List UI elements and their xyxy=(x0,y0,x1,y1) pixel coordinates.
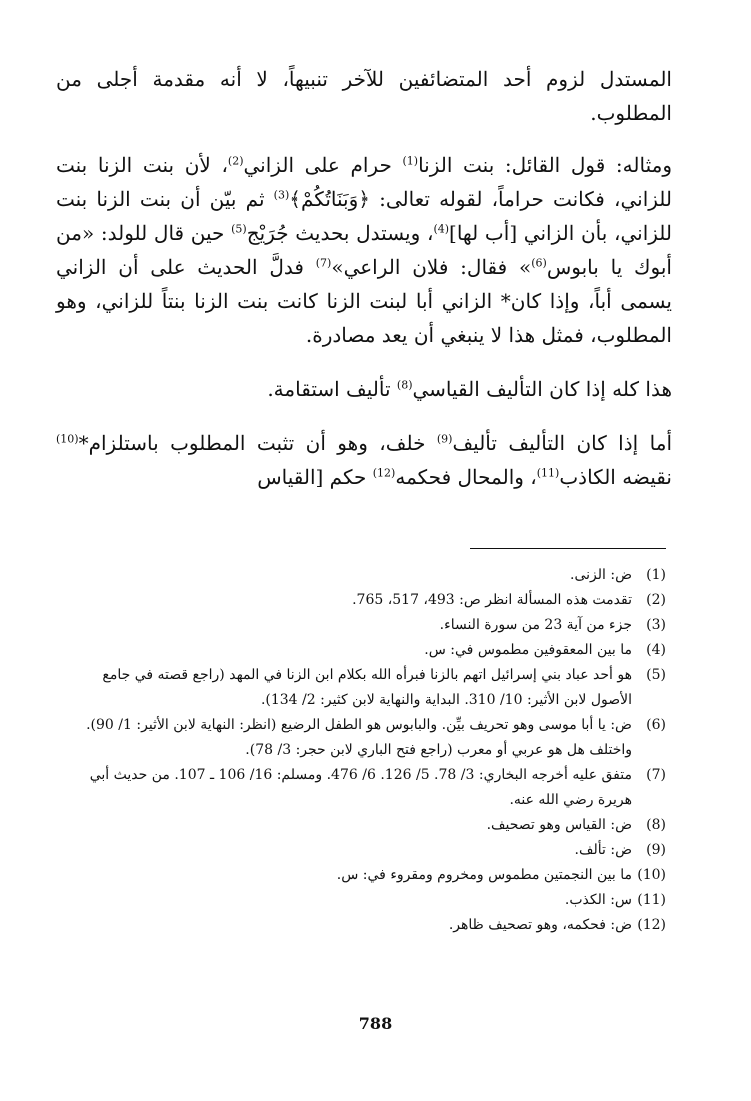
footnote-item xyxy=(76,563,666,588)
main-text xyxy=(56,62,672,494)
footnote-text: هو أحد عباد بني إسرائيل اتهم بالزنا فبرأه الله بكلام ابن الزنا في المهد (راجع قصته في جامع الأصول لابن الأثير: 10/ 310. البداية والنهاية لابن كثير: 2/ 134). xyxy=(102,667,632,708)
footnote-text: ما بين النجمتين مطموس ومخروم ومقروء في: س. xyxy=(336,867,632,883)
footnote-number: (4) xyxy=(646,642,666,658)
footnote-item xyxy=(76,588,666,613)
footnote-number: (3) xyxy=(646,617,666,633)
footnote-marker: (12) xyxy=(372,466,396,480)
footnote-marker: (5) xyxy=(231,222,247,236)
footnote-marker: (1) xyxy=(402,154,419,168)
footnotes-list xyxy=(76,563,666,938)
footnote-item xyxy=(76,713,666,763)
footnote-item xyxy=(76,888,666,913)
footnote-marker: (7) xyxy=(315,256,332,270)
footnote-item xyxy=(76,663,666,713)
footnote-text: ض: القياس وهو تصحيف. xyxy=(486,817,632,833)
footnote-separator xyxy=(470,548,666,549)
footnote-item xyxy=(76,863,666,888)
text-run: ، لأن بنت الزنا بنت للزاني، فكانت حراماً، لقوله تعالى: ﴿وَبَنَاتُكُمْ﴾ xyxy=(56,153,673,211)
page-number: 788 xyxy=(358,1014,393,1033)
footnote-marker: (8) xyxy=(396,378,413,392)
text-run: ومثاله: قول القائل: بنت الزنا xyxy=(418,153,672,177)
paragraph-1: المستدل لزوم أحد المتضائفين للآخر تنبيهاً، لا أنه مقدمة أجلى من المطلوب. xyxy=(56,67,672,125)
footnote-marker: (9) xyxy=(436,432,453,446)
footnote-text: تقدمت هذه المسألة انظر ص: 493، 517، 765. xyxy=(352,592,632,608)
footnote-item xyxy=(76,763,666,813)
footnote-number: (2) xyxy=(646,592,666,608)
text-run: أما إذا كان التأليف تأليف xyxy=(452,431,673,455)
footnote-number: (5) xyxy=(646,667,666,683)
footnote-item xyxy=(76,813,666,838)
footnote-text: جزء من آية 23 من سورة النساء. xyxy=(439,617,632,633)
footnote-text: ض: تألف. xyxy=(574,842,632,858)
footnote-number: (9) xyxy=(646,842,666,858)
text-run: نقيضه الكاذب xyxy=(559,465,672,489)
footnote-number: (10) xyxy=(637,867,666,883)
footnote-text: ما بين المعقوفين مطموس في: س. xyxy=(424,642,632,658)
text-run: ، ويستدل بحديث جُرَيْج xyxy=(246,221,434,245)
text-run: خلف، وهو أن تثبت المطلوب باستلزام* xyxy=(78,431,437,455)
footnote-number: (8) xyxy=(646,817,666,833)
footnote-text: ض: يا أبا موسى وهو تحريف بيِّن. والبابوس هو الطفل الرضيع (انظر: النهاية لابن الأثير: 1/ 90). واختلف هل هو عربي أو معرب (راجع فتح الباري لابن حجر: 3/ 78). xyxy=(86,717,632,758)
footnote-number: (7) xyxy=(646,767,666,783)
footnote-text: متفق عليه أخرجه البخاري: 3/ 78. 5/ 126. 6/ 476. ومسلم: 16/ 106 ـ 107. من حديث أبي هريرة رضي الله عنه. xyxy=(89,767,632,808)
footnote-number: (6) xyxy=(646,717,666,733)
footnote-text: س: الكذب. xyxy=(564,892,632,908)
footnote-item xyxy=(76,613,666,638)
footnote-marker: (10) xyxy=(56,432,79,446)
footnote-number: (12) xyxy=(637,917,666,933)
paragraph-3 xyxy=(56,372,672,406)
text-run: ثم بيّن أن بنت الزنا بنت للزاني، بأن الزاني [أب لها] xyxy=(56,187,673,245)
footnote-item xyxy=(76,638,666,663)
footnote-marker: (6) xyxy=(531,256,547,270)
text-run: حرام على الزاني xyxy=(243,153,403,177)
paragraph-4 xyxy=(56,426,672,494)
text-run: حين قال للولد: «من أبوك يا بابوس xyxy=(56,221,672,279)
footnote-marker: (4) xyxy=(433,222,450,236)
footnote-text: ض: فحكمه، وهو تصحيف ظاهر. xyxy=(448,917,632,933)
text-run: ، والمحال فحكمه xyxy=(395,465,537,489)
footnote-number: (11) xyxy=(637,892,666,908)
footnote-number: (1) xyxy=(646,567,666,583)
text-run: حكم [القياس xyxy=(257,465,373,489)
footnote-item xyxy=(76,913,666,938)
footnote-marker: (11) xyxy=(536,466,560,480)
footnote-text: ض: الزنى. xyxy=(570,567,632,583)
text-run: تأليف استقامة. xyxy=(267,377,397,401)
text-run: » فقال: فلان الراعي» xyxy=(331,255,532,279)
paragraph-2 xyxy=(56,148,672,352)
footnote-marker: (3) xyxy=(273,188,290,202)
footnote-item xyxy=(76,838,666,863)
footnote-marker: (2) xyxy=(227,154,244,168)
text-run: هذا كله إذا كان التأليف القياسي xyxy=(412,377,672,401)
text-run: فدلَّ الحديث على أن الزاني يسمى أباً، وإذا كان* الزاني أبا لبنت الزنا كانت بنت الزنا بنتاً للزاني، وهو المطلوب، فمثل هذا لا ينبغي أن يعد مصادرة. xyxy=(56,255,672,347)
